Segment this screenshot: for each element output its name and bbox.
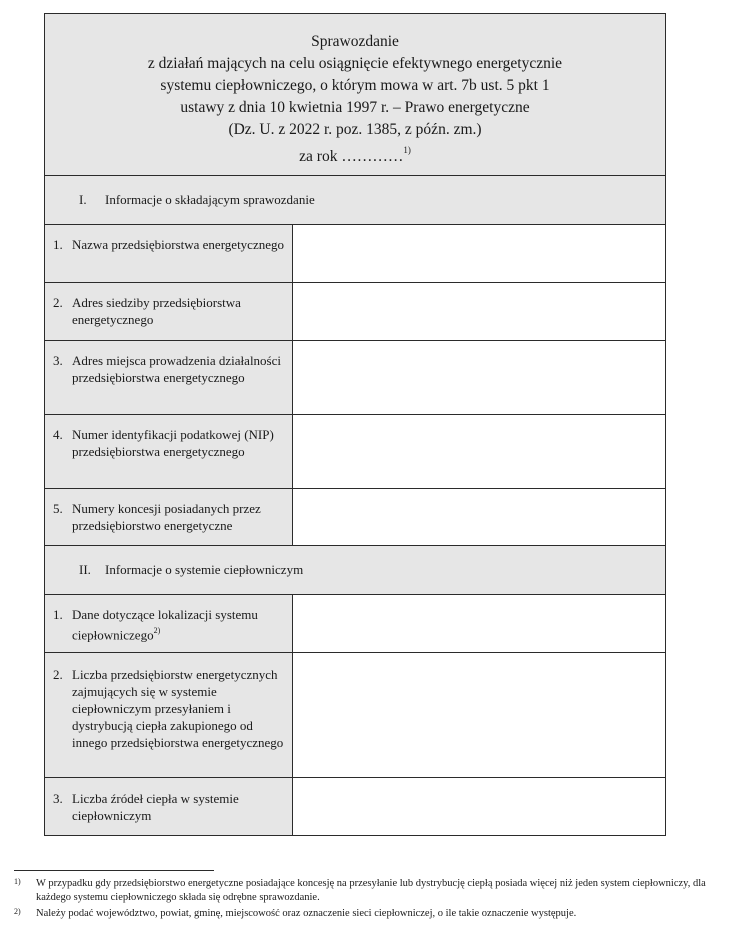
row-label: [45, 341, 293, 414]
title-line-4: ustawy z dnia 10 kwietnia 1997 r. – Prawo energetyczne: [180, 99, 530, 116]
section-header-heating-system: [45, 546, 665, 595]
report-form-table: [44, 13, 666, 836]
row-label: [45, 778, 293, 835]
company-name-field[interactable]: [293, 225, 665, 282]
table-row: [45, 341, 665, 415]
footnote-1: [14, 877, 714, 905]
table-row: [45, 283, 665, 341]
row-label-text: Numery koncesji posiadanych przez przedsiębiorstwo energetyczne: [72, 501, 261, 533]
table-row: [45, 653, 665, 778]
row-label-text: Dane dotyczące lokalizacji systemu ciepłowniczego: [72, 607, 258, 643]
title-line-1: Sprawozdanie: [311, 33, 399, 50]
row-label: [45, 415, 293, 488]
row-label-text: Numer identyfikacji podatkowej (NIP) przedsiębiorstwa energetycznego: [72, 427, 274, 459]
row-number: 1.: [53, 607, 63, 622]
row-number: 3.: [53, 791, 63, 806]
row-label: [45, 225, 293, 282]
row-label: [45, 595, 293, 652]
table-row: [45, 225, 665, 283]
company-address-field[interactable]: [293, 283, 665, 340]
footnote-ref-2: 2): [153, 626, 161, 635]
section-numeral: II.: [79, 562, 91, 577]
row-label-text: Adres miejsca prowadzenia działalności przedsiębiorstwa energetycznego: [72, 353, 281, 385]
distributor-count-field[interactable]: [293, 653, 665, 777]
row-number: 5.: [53, 501, 63, 516]
business-location-field[interactable]: [293, 341, 665, 414]
row-label-text: Liczba przedsiębiorstw energetycznych zajmujących się w systemie ciepłowniczym przesyłaniem i dystrybucją ciepła zakupionego od innego przedsiębiorstwa energetycznego: [72, 667, 284, 750]
footnote-mark: 2): [14, 907, 21, 916]
footnote-mark: 1): [14, 877, 21, 886]
row-label-text: Adres siedziby przedsiębiorstwa energetycznego: [72, 295, 241, 327]
footnote-text: W przypadku gdy przedsiębiorstwo energetyczne posiadające koncesję na przesyłanie lub dystrybucję ciepłą posiada więcej niż jeden system ciepłowniczy, dla każdego systemu ciepłowniczego składa się odrębne sprawozdanie.: [36, 878, 706, 903]
title-line-2: z działań mających na celu osiągnięcie efektywnego energetycznie: [147, 55, 563, 72]
row-label-text: Liczba źródeł ciepła w systemie ciepłowniczym: [72, 791, 239, 823]
section-title: Informacje o systemie ciepłowniczym: [105, 562, 304, 577]
row-number: 4.: [53, 427, 63, 442]
title-line-6: [45, 141, 665, 168]
row-label-text: [72, 606, 284, 643]
footnote-2: [14, 907, 714, 921]
title-line-5: (Dz. U. z 2022 r. poz. 1385, z późn. zm.): [228, 121, 482, 138]
row-number: 3.: [53, 353, 63, 368]
footnote-divider: [14, 870, 214, 871]
table-row: [45, 415, 665, 489]
row-label: [45, 653, 293, 777]
report-year-field[interactable]: za rok …………: [299, 148, 404, 166]
nip-field[interactable]: [293, 415, 665, 488]
heat-sources-count-field[interactable]: [293, 778, 665, 835]
row-number: 2.: [53, 295, 63, 310]
row-number: 1.: [53, 237, 63, 252]
section-title: Informacje o składającym sprawozdanie: [105, 192, 315, 207]
table-row: [45, 595, 665, 653]
footnote-ref-1: 1): [403, 145, 411, 155]
row-label: [45, 489, 293, 545]
system-location-field[interactable]: [293, 595, 665, 652]
row-label-text: Nazwa przedsiębiorstwa energetycznego: [72, 237, 284, 252]
row-number: 2.: [53, 667, 63, 682]
row-label: [45, 283, 293, 340]
title-line-3: systemu ciepłowniczego, o którym mowa w art. 7b ust. 5 pkt 1: [160, 77, 550, 94]
license-numbers-field[interactable]: [293, 489, 665, 545]
report-title-block: [45, 14, 665, 176]
footnote-text: Należy podać województwo, powiat, gminę, miejscowość oraz oznaczenie sieci ciepłowniczej, o ile takie oznaczenie występuje.: [36, 908, 577, 919]
section-numeral: I.: [79, 192, 87, 207]
section-header-applicant: [45, 176, 665, 225]
table-row: [45, 778, 665, 835]
table-row: [45, 489, 665, 546]
